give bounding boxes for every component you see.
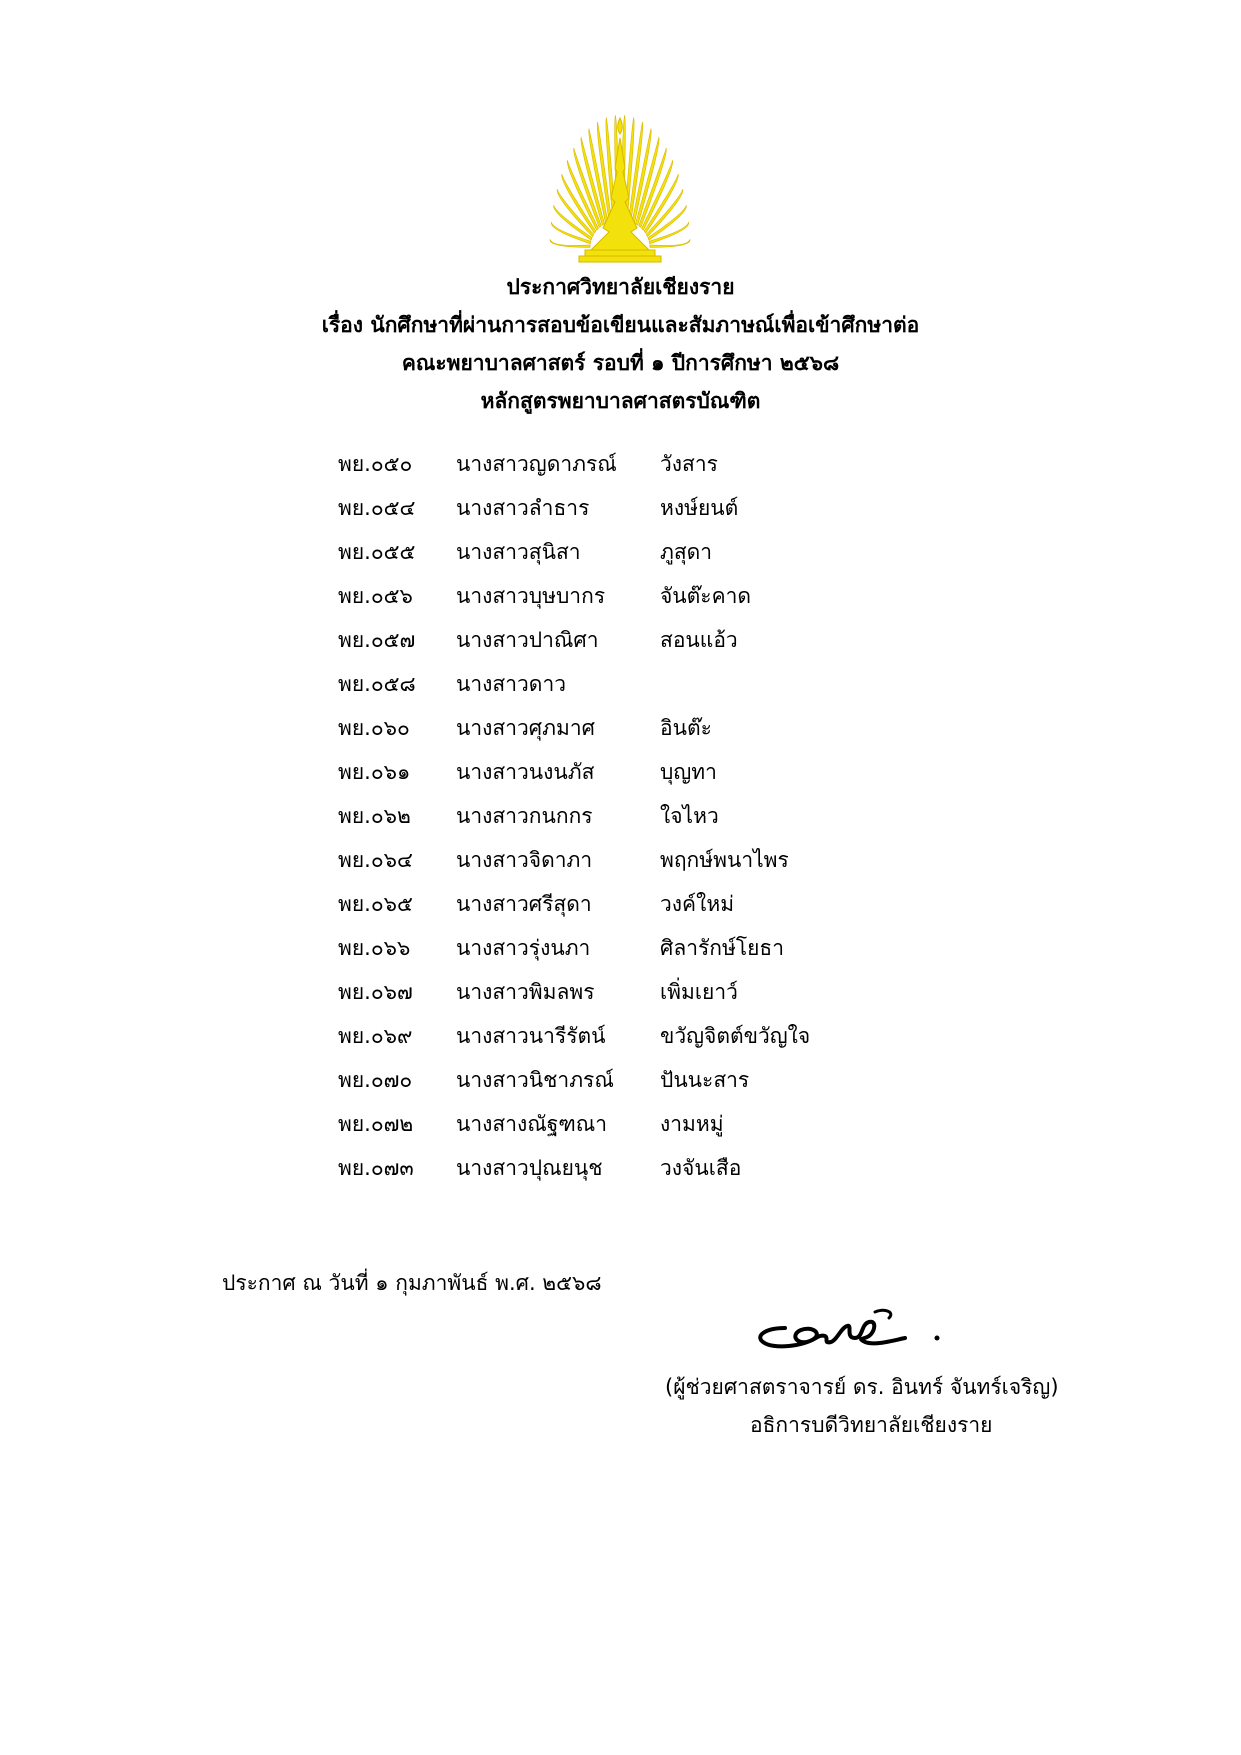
student-last-name: บุญทา xyxy=(660,760,717,784)
student-code: พย.๐๖๖ xyxy=(338,936,411,960)
student-first-name: นางสาวปาณิศา xyxy=(456,628,599,652)
student-last-name: งามหมู่ xyxy=(660,1112,724,1136)
institution-title: ประกาศวิทยาลัยเชียงราย xyxy=(506,275,735,299)
list-item xyxy=(0,926,1241,970)
student-first-name: นางสาวศุภมาศ xyxy=(456,716,595,740)
student-last-name: ใจไหว xyxy=(660,804,719,828)
student-code: พย.๐๕๘ xyxy=(338,672,416,696)
list-item xyxy=(0,838,1241,882)
student-code: พย.๐๗๓ xyxy=(338,1156,414,1180)
student-first-name: นางสาวศรีสุดา xyxy=(456,892,592,916)
student-code: พย.๐๕๖ xyxy=(338,584,413,608)
student-code: พย.๐๗๐ xyxy=(338,1068,413,1092)
list-item xyxy=(0,794,1241,838)
student-last-name: สอนแอ้ว xyxy=(660,628,738,652)
student-code: พย.๐๗๒ xyxy=(338,1112,414,1136)
student-code: พย.๐๕๗ xyxy=(338,628,416,652)
list-item xyxy=(0,618,1241,662)
signer-title: อธิการบดีวิทยาลัยเชียงราย xyxy=(750,1413,993,1437)
list-item xyxy=(0,750,1241,794)
student-first-name: นางสาวนงนภัส xyxy=(456,760,595,784)
list-item xyxy=(0,574,1241,618)
student-first-name: นางสาวนิชาภรณ์ xyxy=(456,1068,614,1092)
list-item xyxy=(0,1146,1241,1190)
student-last-name: วงจันเสือ xyxy=(660,1156,742,1180)
list-item xyxy=(0,706,1241,750)
emblem-ray xyxy=(648,205,686,240)
college-emblem-icon xyxy=(545,98,695,268)
student-last-name: เพิ่มเยาว์ xyxy=(660,980,738,1004)
student-last-name: ปันนะสาร xyxy=(660,1068,750,1092)
student-code: พย.๐๖๗ xyxy=(338,980,413,1004)
student-code: พย.๐๖๒ xyxy=(338,804,411,828)
student-first-name: นางสาวกนกกร xyxy=(456,804,593,828)
student-code: พย.๐๕๕ xyxy=(338,540,416,564)
student-code: พย.๐๕๐ xyxy=(338,452,413,476)
student-first-name: นางสาวรุ่งนภา xyxy=(456,936,591,960)
student-last-name: หงษ์ยนต์ xyxy=(660,496,739,520)
student-first-name: นางสาวปุณยนุช xyxy=(456,1156,603,1180)
student-last-name: อินต๊ะ xyxy=(660,716,712,740)
list-item xyxy=(0,1014,1241,1058)
student-code: พย.๐๖๐ xyxy=(338,716,410,740)
program-name: หลักสูตรพยาบาลศาสตรบัณฑิต xyxy=(480,389,761,413)
signature-icon xyxy=(745,1298,955,1358)
student-first-name: นางสาวดาว xyxy=(456,672,567,696)
list-item xyxy=(0,970,1241,1014)
student-code: พย.๐๖๔ xyxy=(338,848,413,872)
list-item xyxy=(0,486,1241,530)
list-item xyxy=(0,882,1241,926)
student-first-name: นางสาวนารีรัตน์ xyxy=(456,1024,606,1048)
list-item xyxy=(0,442,1241,486)
signer-block xyxy=(665,1368,1085,1444)
student-last-name: ศิลารักษ์โยธา xyxy=(660,936,785,960)
student-first-name: นางสาวญดาภรณ์ xyxy=(456,452,617,476)
student-last-name: ภูสุดา xyxy=(660,540,713,564)
list-item xyxy=(0,1058,1241,1102)
student-first-name: นางสาวสุนิสา xyxy=(456,540,581,564)
student-code: พย.๐๖๕ xyxy=(338,892,413,916)
list-item xyxy=(0,530,1241,574)
announcement-subject: เรื่อง นักศึกษาที่ผ่านการสอบข้อเขียนและสัมภาษณ์เพื่อเข้าศึกษาต่อ xyxy=(321,313,920,337)
student-first-name: นางสาวจิดาภา xyxy=(456,848,593,872)
student-code: พย.๐๖๑ xyxy=(338,760,411,784)
student-first-name: นางสาวลำธาร xyxy=(456,496,590,520)
list-item xyxy=(0,662,1241,706)
faculty-round-year: คณะพยาบาลศาสตร์ รอบที่ ๑ ปีการศึกษา ๒๕๖๘ xyxy=(401,351,840,375)
list-item xyxy=(0,1102,1241,1146)
student-last-name: พฤกษ์พนาไพร xyxy=(660,848,789,872)
student-last-name: จันต๊ะคาด xyxy=(660,584,752,608)
announcement-header xyxy=(0,268,1241,420)
student-code: พย.๐๖๙ xyxy=(338,1024,413,1048)
student-code: พย.๐๕๔ xyxy=(338,496,416,520)
student-last-name: วังสาร xyxy=(660,452,718,476)
signer-name: (ผู้ช่วยศาสตราจารย์ ดร. อินทร์ จันทร์เจริญ) xyxy=(665,1375,1059,1399)
emblem-ray xyxy=(554,205,592,240)
student-first-name: นางสางณัฐฑณา xyxy=(456,1112,608,1136)
announcement-date: ประกาศ ณ วันที่ ๑ กุมภาพันธ์ พ.ศ. ๒๕๖๘ xyxy=(222,1271,602,1295)
student-first-name: นางสาวพิมลพร xyxy=(456,980,595,1004)
student-last-name: ขวัญจิตต์ขวัญใจ xyxy=(660,1024,811,1048)
student-last-name: วงค์ใหม่ xyxy=(660,892,735,916)
student-first-name: นางสาวบุษบากร xyxy=(456,584,606,608)
